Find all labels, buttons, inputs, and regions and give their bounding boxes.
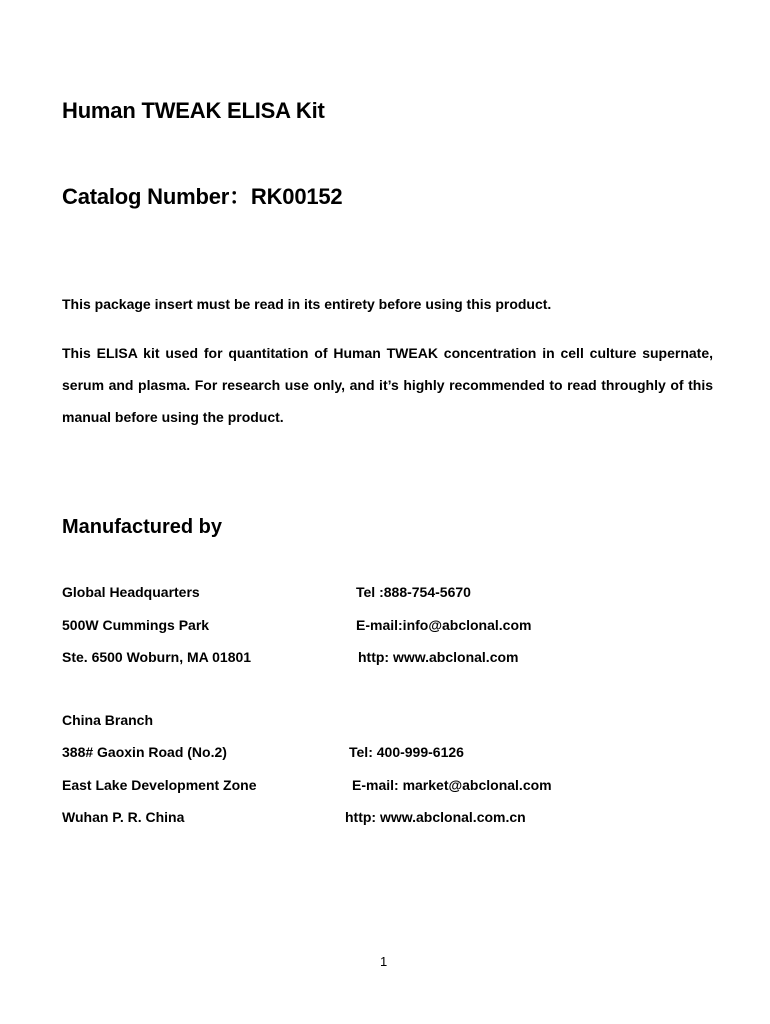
china-address-line3: Wuhan P. R. China (62, 809, 185, 825)
catalog-number: Catalog Number：RK00152 (62, 184, 343, 209)
china-branch-heading: China Branch (62, 712, 154, 728)
manufactured-by-heading: Manufactured by (62, 516, 223, 538)
global-tel: Tel :888-754-5670 (356, 584, 471, 600)
china-address-line2: East Lake Development Zone (62, 777, 257, 793)
global-address-line1: 500W Cummings Park (62, 617, 210, 633)
global-headquarters-label: Global Headquarters (62, 584, 200, 600)
product-title: Human TWEAK ELISA Kit (62, 98, 325, 123)
global-website: http: www.abclonal.com (358, 649, 519, 665)
china-tel: Tel: 400-999-6126 (349, 744, 464, 760)
description-paragraph: This ELISA kit used for quantitation of Human TWEAK concentration in cell culture supernate, serum and plasma. For research use only, and it’s highly recommended to read throughly of this manual before using the product. (62, 345, 713, 425)
china-address-line1: 388# Gaoxin Road (No.2) (62, 744, 227, 760)
china-email: E-mail: market@abclonal.com (352, 777, 552, 793)
global-address-line2: Ste. 6500 Woburn, MA 01801 (62, 649, 252, 665)
page-number: 1 (380, 954, 388, 969)
global-email: E-mail:info@abclonal.com (356, 617, 532, 633)
china-website: http: www.abclonal.com.cn (345, 809, 526, 825)
notice-text: This package insert must be read in its entirety before using this product. (62, 296, 552, 312)
